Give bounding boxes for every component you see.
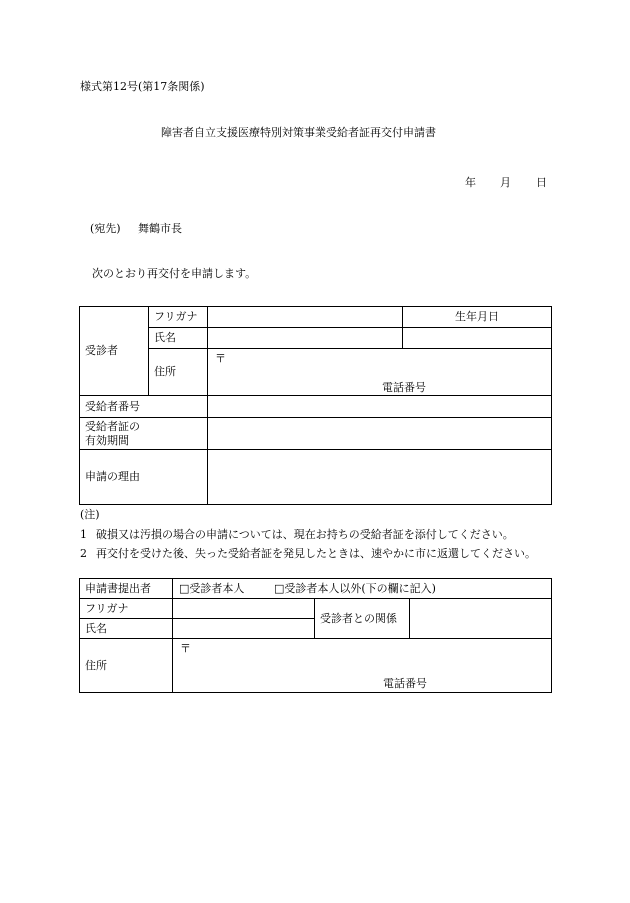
name-field[interactable] bbox=[208, 328, 403, 349]
furigana-label: フリガナ bbox=[149, 307, 208, 328]
submitter-name-label: 氏名 bbox=[80, 619, 173, 639]
date-day-label: 日 bbox=[536, 176, 547, 189]
form-number: 様式第12号(第17条関係) bbox=[80, 80, 205, 93]
recipient-label: 受診者 bbox=[80, 307, 149, 396]
relationship-label: 受診者との関係 bbox=[315, 599, 410, 639]
submitter-label: 申請書提出者 bbox=[80, 579, 173, 599]
furigana-field[interactable] bbox=[208, 307, 403, 328]
address-label: 住所 bbox=[149, 349, 208, 396]
note-2-text: 再交付を受けた後、失った受給者証を発見したときは、速やかに市に返還してください。 bbox=[96, 547, 536, 560]
validity-label-line1: 受給者証の bbox=[85, 419, 140, 433]
reason-field[interactable] bbox=[208, 450, 552, 505]
recipient-table bbox=[79, 306, 552, 505]
name-label: 氏名 bbox=[149, 328, 208, 349]
reason-label: 申請の理由 bbox=[80, 450, 208, 505]
validity-label bbox=[80, 418, 208, 450]
submitter-phone-label: 電話番号 bbox=[383, 677, 427, 690]
postal-mark: 〒 bbox=[215, 352, 226, 365]
address-field[interactable] bbox=[208, 349, 552, 396]
recipient-number-label: 受給者番号 bbox=[80, 396, 208, 418]
addressee-name: 舞鶴市長 bbox=[138, 222, 182, 235]
submitter-address-field[interactable] bbox=[173, 639, 552, 693]
submitter-furigana-field[interactable] bbox=[173, 599, 315, 619]
option-other-checkbox[interactable]: □受診者本人以外(下の欄に記入) bbox=[274, 582, 436, 595]
submitter-table bbox=[79, 578, 552, 693]
submitter-address-label: 住所 bbox=[80, 639, 173, 693]
relationship-field[interactable] bbox=[410, 599, 552, 639]
submitter-furigana-label: フリガナ bbox=[80, 599, 173, 619]
option-self-checkbox[interactable]: □受診者本人 bbox=[179, 582, 245, 595]
notes-heading: (注) bbox=[80, 508, 100, 521]
submitter-name-field[interactable] bbox=[173, 619, 315, 639]
date-year-label: 年 bbox=[465, 176, 476, 189]
submitter-options bbox=[173, 579, 552, 599]
document-title: 障害者自立支援医療特別対策事業受給者証再交付申請書 bbox=[161, 126, 436, 139]
note-1-text: 破損又は汚損の場合の申請については、現在お持ちの受給者証を添付してください。 bbox=[96, 528, 514, 541]
validity-field[interactable] bbox=[208, 418, 552, 450]
birthdate-field[interactable] bbox=[403, 328, 552, 349]
submitter-postal-mark: 〒 bbox=[180, 642, 191, 655]
validity-label-line2: 有効期間 bbox=[85, 433, 129, 447]
note-1-number: 1 bbox=[80, 528, 87, 541]
birthdate-label: 生年月日 bbox=[403, 307, 552, 328]
note-2-number: 2 bbox=[80, 547, 87, 560]
date-month-label: 月 bbox=[500, 176, 511, 189]
addressee-label: (宛先) bbox=[90, 222, 121, 235]
phone-label: 電話番号 bbox=[382, 381, 426, 394]
intro-text: 次のとおり再交付を申請します。 bbox=[92, 267, 257, 280]
recipient-number-field[interactable] bbox=[208, 396, 552, 418]
